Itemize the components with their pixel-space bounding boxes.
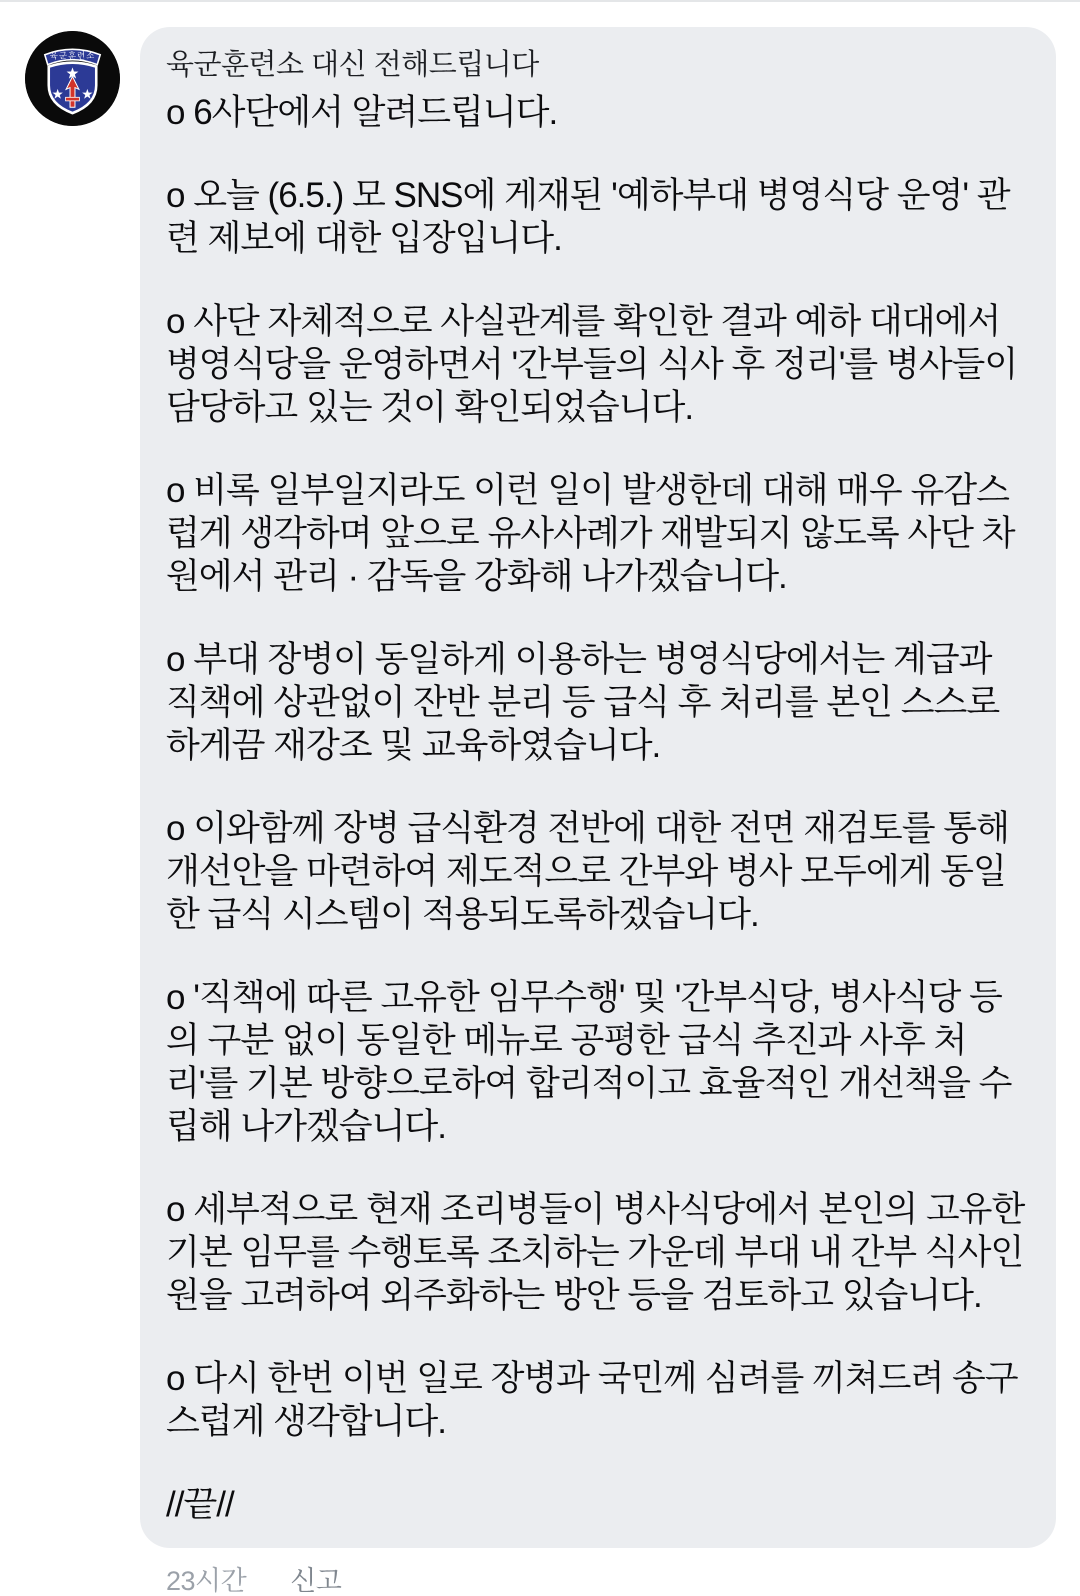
comment-footer <box>166 1564 1056 1596</box>
comment-paragraph: o '직책에 따른 고유한 임무수행' 및 '간부식당, 병사식당 등의 구분 없이 동일한 메뉴로 공평한 급식 추진과 사후 처리'를 기본 방향으로하여 합리적이고 효율적인 개선책을 수립해 나가겠습니다. <box>166 978 1012 1146</box>
badge-banner-text: 육군훈련소 <box>49 50 96 61</box>
report-button[interactable]: 신고 <box>290 1566 342 1596</box>
comment-row <box>25 27 1056 1596</box>
author-name[interactable]: 육군훈련소 대신 전해드립니다 <box>166 49 539 81</box>
comment-paragraph: o 부대 장병이 동일하게 이용하는 병영식당에서는 계급과 직책에 상관없이 잔반 분리 등 급식 후 처리를 본인 스스로 하게끔 재강조 및 교육하였습니다. <box>166 640 1000 765</box>
comment-paragraph: o 6사단에서 알려드립니다. <box>166 93 558 132</box>
comment-bubble <box>140 27 1056 1548</box>
comment-paragraph: o 사단 자체적으로 사실관계를 확인한 결과 예하 대대에서 병영식당을 운영하면서 '간부들의 식사 후 정리'를 병사들이 담당하고 있는 것이 확인되었습니다. <box>166 302 1018 427</box>
comment-paragraph: o 비록 일부일지라도 이런 일이 발생한데 대해 매우 유감스럽게 생각하며 앞으로 유사사례가 재발되지 않도록 사단 차원에서 관리 · 감독을 강화해 나가겠습니다. <box>166 471 1015 596</box>
top-divider <box>0 0 1080 2</box>
timestamp: 23시간 <box>166 1566 247 1596</box>
comment-column <box>140 27 1056 1596</box>
comment-paragraph-end-marker: //끝// <box>166 1485 234 1524</box>
comment-paragraph: o 다시 한번 이번 일로 장병과 국민께 심려를 끼쳐드려 송구스럽게 생각합니다. <box>166 1359 1018 1441</box>
avatar[interactable] <box>25 31 120 126</box>
army-training-center-badge-icon <box>25 31 120 126</box>
comment-paragraph: o 이와함께 장병 급식환경 전반에 대한 전면 재검토를 통해 개선안을 마련하여 제도적으로 간부와 병사 모두에게 동일한 급식 시스템이 적용되도록하겠습니다. <box>166 809 1009 934</box>
comment-paragraph: o 세부적으로 현재 조리병들이 병사식당에서 본인의 고유한 기본 임무를 수행토록 조치하는 가운데 부대 내 간부 식사인원을 고려하여 외주화하는 방안 등을 검토하고 있습니다. <box>166 1190 1025 1315</box>
comment-paragraph: o 오늘 (6.5.) 모 SNS에 게재된 '예하부대 병영식당 운영' 관련 제보에 대한 입장입니다. <box>166 176 1010 258</box>
